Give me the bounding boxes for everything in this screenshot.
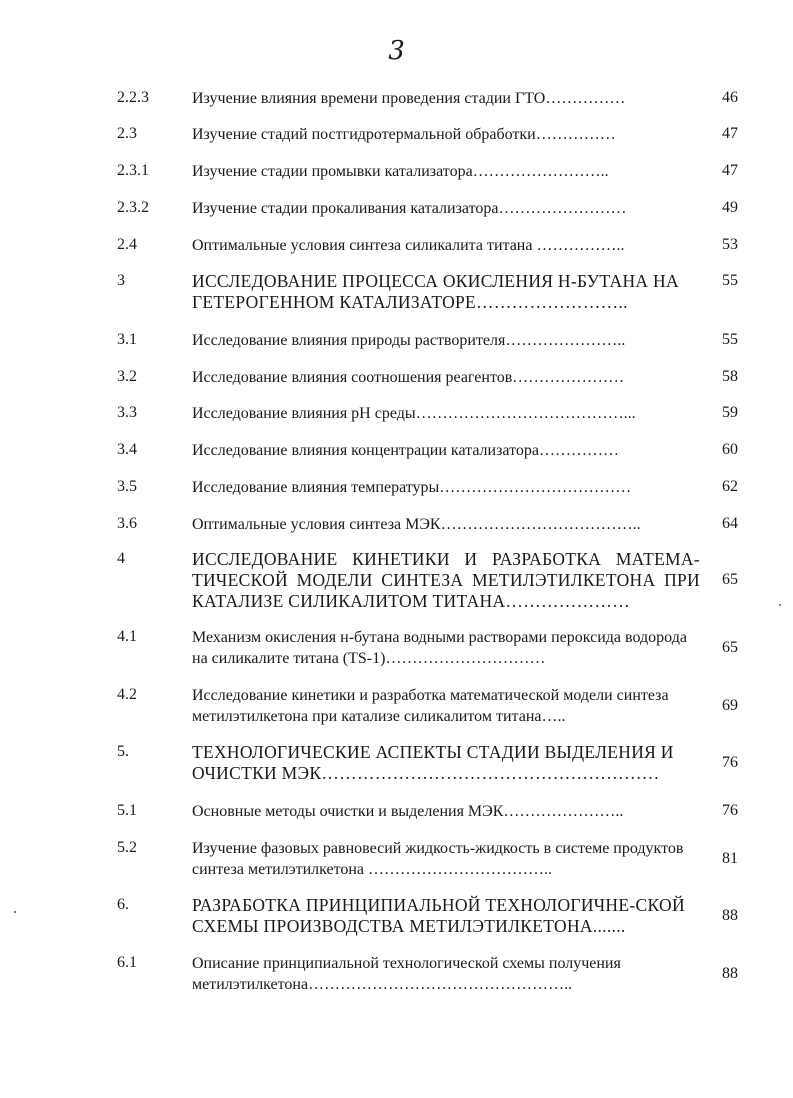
toc-entry-title: Механизм окисления н-бутана водными растворами пероксида водорода на силикалите титана (TS-1)………………………… [192, 629, 687, 667]
toc-entry-title: Исследование влияния температуры……………………………… [192, 479, 632, 496]
toc-entry-page: 69 [722, 697, 738, 714]
toc-entry-title: Оптимальные условия синтеза силикалита титана …………….. [192, 237, 625, 254]
toc-entry-title: ИССЛЕДОВАНИЕ КИНЕТИКИ И РАЗРАБОТКА МАТЕМА-ТИЧЕСКОЙ МОДЕЛИ СИНТЕЗА МЕТИЛЭТИЛКЕТОНА ПРИ КАТАЛИЗЕ СИЛИКАЛИТОМ ТИТАНА………………… [192, 549, 700, 611]
toc-entry-page: 59 [722, 404, 738, 421]
toc-entry-page: 76 [722, 802, 738, 819]
toc-entry-number: 2.3.2 [117, 199, 149, 216]
toc-entry-number: 4.1 [117, 628, 137, 645]
toc-entry-title: Изучение стадии промывки катализатора…………………….. [192, 163, 609, 180]
toc-entry-page: 53 [722, 236, 738, 253]
toc-entry-number: 2.2.3 [117, 89, 149, 106]
toc-entry-number: 2.3.1 [117, 162, 149, 179]
toc-entry-title: Оптимальные условия синтеза МЭК……………………………….. [192, 516, 641, 533]
toc-entry-page: 55 [722, 272, 738, 289]
toc-entry-page: 47 [722, 162, 738, 179]
toc-entry-title: Основные методы очистки и выделения МЭК………………….. [192, 803, 624, 820]
toc-entry-number: 3.3 [117, 404, 137, 421]
toc-entry-number: 2.3 [117, 125, 137, 142]
toc-entry-title: Изучение влияния времени проведения стадии ГТО…………… [192, 90, 626, 107]
toc-entry-page: 58 [722, 368, 738, 385]
toc-entry-page: 55 [722, 331, 738, 348]
toc-entry-page: 60 [722, 441, 738, 458]
page-number: 3 [388, 36, 405, 66]
toc-entry-page: 46 [722, 89, 738, 106]
toc-entry-page: 81 [722, 850, 738, 867]
toc-entry-number: 3.2 [117, 368, 137, 385]
toc-entry-title: ТЕХНОЛОГИЧЕСКИЕ АСПЕКТЫ СТАДИИ ВЫДЕЛЕНИЯ И ОЧИСТКИ МЭК………………………………………………… [192, 742, 674, 783]
toc-entry-title: Исследование кинетики и разработка математической модели синтеза метилэтилкетона при катализе силикалитом титана….. [192, 687, 669, 725]
toc-entry-page: 65 [722, 571, 738, 588]
toc-entry-page: 88 [722, 965, 738, 982]
toc-entry-number: 5.1 [117, 802, 137, 819]
toc-entry-title: Изучение фазовых равновесий жидкость-жидкость в системе продуктов синтеза метилэтилкетона …………………………….. [192, 840, 684, 878]
toc-entry-title: Описание принципиальной технологической схемы получения метилэтилкетона………………………………………….. [192, 955, 621, 993]
toc-entry-number: 4 [117, 550, 125, 567]
toc-entry-number: 2.4 [117, 236, 137, 253]
toc-entry-number: 6.1 [117, 954, 137, 971]
toc-entry-page: 65 [722, 639, 738, 656]
toc-entry-page: 76 [722, 754, 738, 771]
toc-entry-title: РАЗРАБОТКА ПРИНЦИПИАЛЬНОЙ ТЕХНОЛОГИЧНЕ-СКОЙ СХЕМЫ ПРОИЗВОДСТВА МЕТИЛЭТИЛКЕТОНА....... [192, 895, 685, 936]
toc-entry-number: 3.6 [117, 515, 137, 532]
scan-speck [779, 604, 781, 606]
toc-entry-page: 47 [722, 125, 738, 142]
toc-entry-number: 3.1 [117, 331, 137, 348]
toc-entry-title: Изучение стадий постгидротермальной обработки…………… [192, 126, 616, 143]
toc-entry-number: 3.5 [117, 478, 137, 495]
toc-entry-page: 64 [722, 515, 738, 532]
toc-entry-number: 3.4 [117, 441, 137, 458]
toc-entry-page: 49 [722, 199, 738, 216]
toc-entry-number: 5. [117, 743, 129, 760]
toc-entry-page: 88 [722, 907, 738, 924]
toc-entry-number: 4.2 [117, 686, 137, 703]
toc-entry-number: 5.2 [117, 839, 137, 856]
toc-entry-title: Исследование влияния концентрации катализатора…………… [192, 442, 619, 459]
toc-entry-title: Изучение стадии прокаливания катализатора…………………… [192, 200, 627, 217]
toc-entry-title: Исследование влияния соотношения реагентов………………… [192, 369, 625, 386]
toc-entry-title: Исследование влияния pH среды…………………………………... [192, 405, 636, 422]
toc-entry-title: Исследование влияния природы растворителя………………….. [192, 332, 626, 349]
toc-entry-title: ИССЛЕДОВАНИЕ ПРОЦЕССА ОКИСЛЕНИЯ Н-БУТАНА НА ГЕТЕРОГЕННОМ КАТАЛИЗАТОРЕ…………………….. [192, 271, 679, 312]
toc-entry-number: 3 [117, 272, 125, 289]
scan-speck [14, 911, 16, 913]
toc-entry-number: 6. [117, 896, 129, 913]
toc-entry-page: 62 [722, 478, 738, 495]
